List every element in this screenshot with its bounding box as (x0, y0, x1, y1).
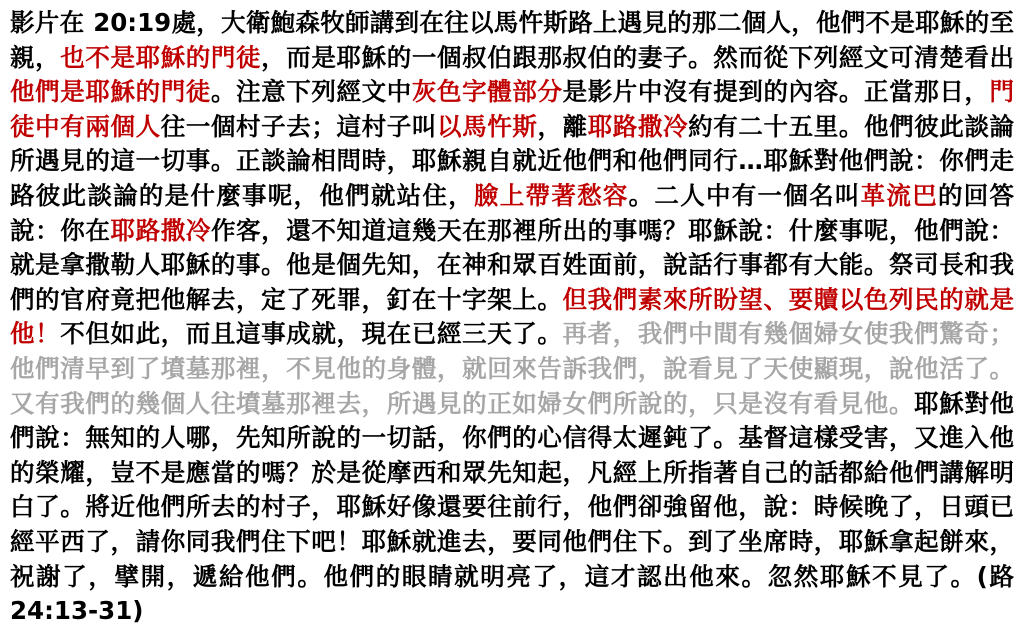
text-segment: 耶穌對他們說：無知的人哪，先知所說的一切話，你們的心信得太遲鈍了。基督這樣受害，又進入他的榮耀，豈不是應當的嗎？於是從摩西和眾先知起，凡經上所指著自己的話都給他們講解明白了。將近他們所去的村子，耶穌好像還要往前行，他們卻強留他，說：時候晚了，日頭已經平西了，請你同我們住下吧！耶穌就進去，要同他們住下。到了坐席時，耶穌拿起餅來，祝謝了，擘開，遞給他們。他們的眼睛就明亮了，這才認出他來。忽然耶穌不見了。(路24:13-31) (10, 388, 1015, 626)
text-segment: 灰色字體部分 (411, 77, 563, 107)
text-segment: 20:19 (93, 8, 172, 37)
text-segment: 耶路撒冷 (110, 215, 211, 245)
text-segment: 臉上帶著愁容 (473, 180, 629, 210)
text-segment: ，離 (537, 111, 588, 141)
text-segment: 約有二十五里。他們彼此談論所遇見的這一切事。正談論相問時，耶穌親自就近他們和他們同行…耶穌對他們說：你們走路彼此談論的是什麼事呢，他們就站住， (10, 111, 1015, 210)
text-segment: 正當那日， (863, 77, 990, 107)
scripture-paragraph (10, 6, 1014, 629)
text-segment: 作客，還不知道這幾天在那裡所出的事嗎？耶穌說：什麼事呢，他們說：就是拿撒勒人耶穌的事。他是個先知，在神和眾百姓面前，說話行事都有大能。祭司長和我們的官府竟把他解去，定了死罪，釘在十字架上。 (10, 215, 1015, 314)
text-segment: 處，大衛鮑森牧師講到在往以馬忤斯路上遇見的那二個人，他們不是耶穌的至親， (10, 8, 1014, 72)
text-segment: 門徒中有兩個人 (10, 77, 1015, 141)
text-segment: 影片在 (10, 8, 94, 37)
text-segment: 的回答說：你在 (10, 180, 1015, 245)
text-segment: 是影片中沒有提到的內容。 (562, 77, 864, 107)
text-segment: 以馬忤斯 (436, 111, 538, 141)
text-segment: 不但如此，而且這事成就，現在已經三天了。 (60, 319, 563, 349)
text-segment: ，而是耶穌的一個叔伯跟那叔伯的妻子。然而從下列經文可清楚看出 (261, 42, 1015, 72)
text-segment: 往一個村子去；這村子叫 (160, 111, 437, 141)
text-segment: 他們是耶穌的門徒 (10, 77, 211, 107)
text-segment: 但我們素來所盼望、要贖以色列民的就是他！ (10, 284, 1015, 349)
text-segment: 耶路撒冷 (587, 111, 689, 141)
text-segment: 革流巴 (860, 180, 938, 210)
text-segment: 。注意下列經文中 (210, 77, 412, 107)
text-segment: 。二人中有一個名叫 (628, 180, 861, 210)
text-segment: 再者，我們中間有幾個婦女使我們驚奇；他們清早到了墳墓那裡，不見他的身體，就回來告訴我們，說看見了天使顯現，說他活了。又有我們的幾個人往墳墓那裡去，所遇見的正如婦女們所說的，只是沒有看見他。 (10, 319, 1015, 418)
text-segment: 也不是耶穌的門徒 (60, 42, 262, 72)
